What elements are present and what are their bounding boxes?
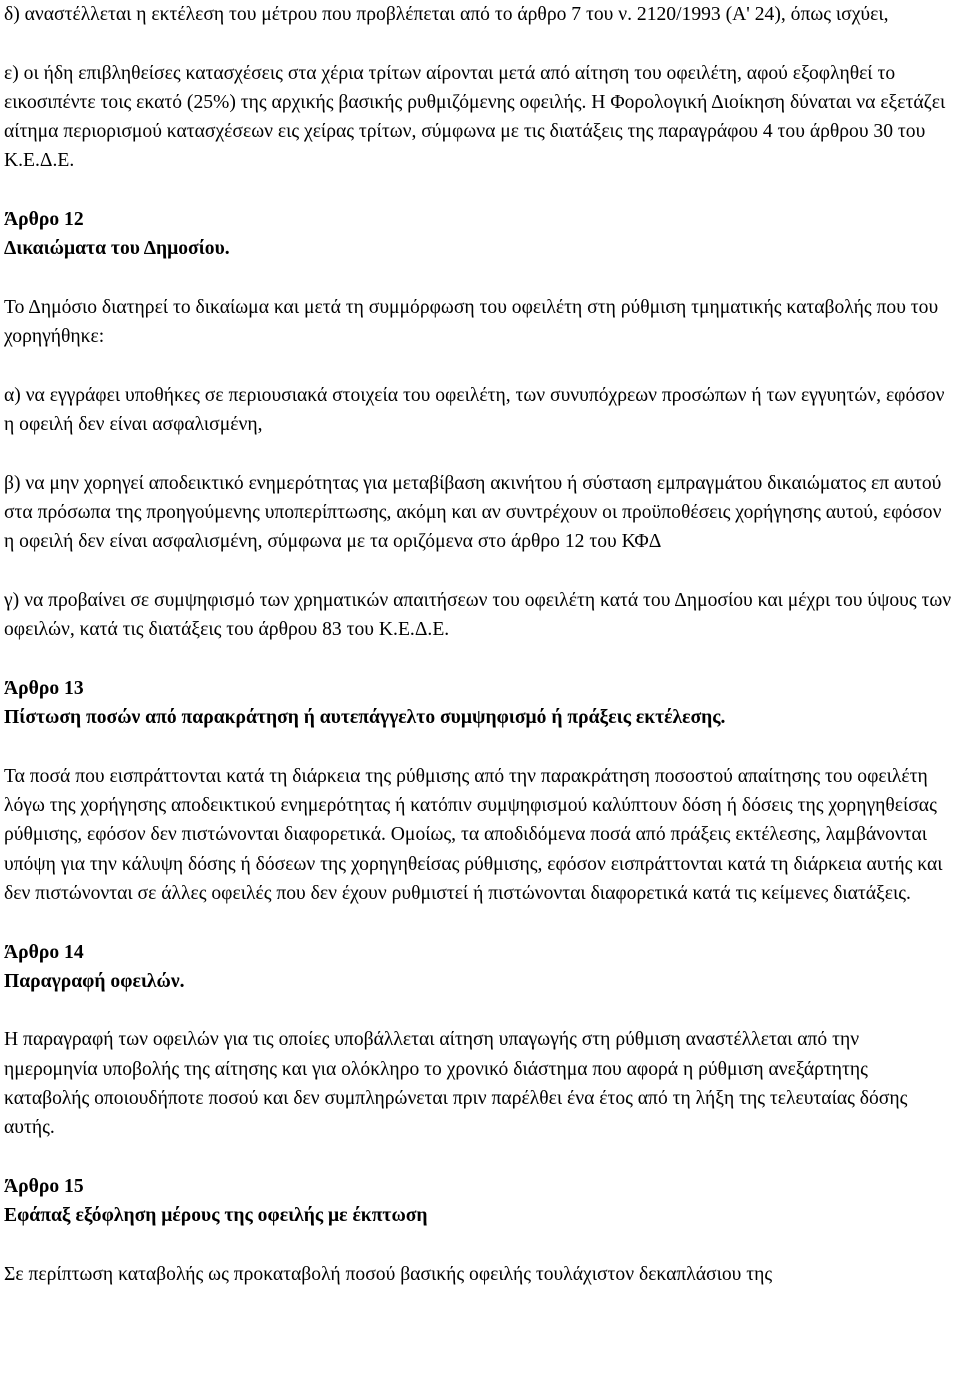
paragraph-delta: δ) αναστέλλεται η εκτέλεση του μέτρου που προβλέπεται από το άρθρο 7 του ν. 2120/1993 (Α' 24), όπως ισχύει, [4, 4, 889, 25]
article-15-number: Άρθρο 15 [4, 1175, 84, 1197]
article-13-number: Άρθρο 13 [4, 677, 84, 699]
article-14-title: Παραγραφή οφειλών. [4, 970, 185, 992]
article-14-text: Η παραγραφή των οφειλών για τις οποίες υποβάλλεται αίτηση υπαγωγής στη ρύθμιση αναστέλλεται από την ημερομηνία υποβολής της αίτησης και για ολόκληρο το χρονικό διάστημα που αφορά η ρύθμιση ανεξάρτητης καταβολής οποιουδήποτε ποσού και δεν συμπληρώνεται πριν παρέλθει ένα έτος από τη λήξη της τελευταίας δόσης αυτής. [4, 1029, 908, 1139]
article-12-intro: Το Δημόσιο διατηρεί το δικαίωμα και μετά τη συμμόρφωση του οφειλέτη στη ρύθμιση τμηματικής καταβολής που του χορηγήθηκε: [4, 296, 939, 348]
article-13-title: Πίστωση ποσών από παρακράτηση ή αυτεπάγγελτο συμψηφισμό ή πράξεις εκτέλεσης. [4, 707, 726, 729]
document-page [4, 0, 956, 1289]
article-15-title: Εφάπαξ εξόφληση μέρους της οφειλής με έκπτωση [4, 1205, 428, 1227]
article-12-item-c: γ) να προβαίνει σε συμψηφισμό των χρηματικών απαιτήσεων του οφειλέτη κατά του Δημοσίου και μέχρι του ύψους των οφειλών, κατά τις διατάξεις του άρθρου 83 του Κ.Ε.Δ.Ε. [4, 589, 952, 641]
paragraph-epsilon: ε) οι ήδη επιβληθείσες κατασχέσεις στα χέρια τρίτων αίρονται μετά από αίτηση του οφειλέτη, αφού εξοφληθεί το εικοσιπέντε τοις εκατό (25%) της αρχικής βασικής ρυθμιζόμενης οφειλής. Η Φορολογική Διοίκηση δύναται να εξετάζει αίτημα περιορισμού κατασχέσεων εις χείρας τρίτων, σύμφωνα με τις διατάξεις της παραγράφου 4 του άρθρου 30 του Κ.Ε.Δ.Ε. [4, 62, 946, 172]
article-15-text: Σε περίπτωση καταβολής ως προκαταβολή ποσού βασικής οφειλής τουλάχιστον δεκαπλάσιου της [4, 1263, 773, 1285]
article-12-item-b: β) να μην χορηγεί αποδεικτικό ενημερότητας για μεταβίβαση ακινήτου ή σύσταση εμπραγμάτου δικαιώματος επ αυτού στα πρόσωπα της προηγούμενης υποπερίπτωσης, ακόμη και αν συντρέχουν οι προϋποθέσεις χορήγησης αυτού, εφόσον η οφειλή δεν είναι ασφαλισμένη, σύμφωνα με τα οριζόμενα στο άρθρο 12 του ΚΦΔ [4, 472, 942, 553]
article-12-item-a: α) να εγγράφει υποθήκες σε περιουσιακά στοιχεία του οφειλέτη, των συνυπόχρεων προσώπων ή των εγγυητών, εφόσον η οφειλή δεν είναι ασφαλισμένη, [4, 384, 945, 436]
article-12-number: Άρθρο 12 [4, 209, 84, 231]
article-12-title: Δικαιώματα του Δημοσίου. [4, 238, 230, 260]
article-13-text: Τα ποσά που εισπράττονται κατά τη διάρκεια της ρύθμισης από την παρακράτηση ποσοστού απαίτησης του οφειλέτη λόγω της χορήγησης αποδεικτικού ενημερότητας ή κατόπιν συμψηφισμού καλύπτουν δόση ή δόσεις της χορηγηθείσας ρύθμισης, εφόσον δεν πιστώνονται διαφορετικά. Ομοίως, τα αποδιδόμενα ποσά από πράξεις εκτέλεσης, λαμβάνονται υπόψη για την κάλυψη δόσης ή δόσεων της χορηγηθείσας ρύθμισης, εφόσον εισπράττονται κατά τη διάρκεια αυτής και δεν πιστώνονται σε άλλες οφειλές που δεν έχουν ρυθμιστεί ή πιστώνονται διαφορετικά κατά τις κείμενες διατάξεις. [4, 765, 943, 904]
article-14-number: Άρθρο 14 [4, 941, 84, 963]
